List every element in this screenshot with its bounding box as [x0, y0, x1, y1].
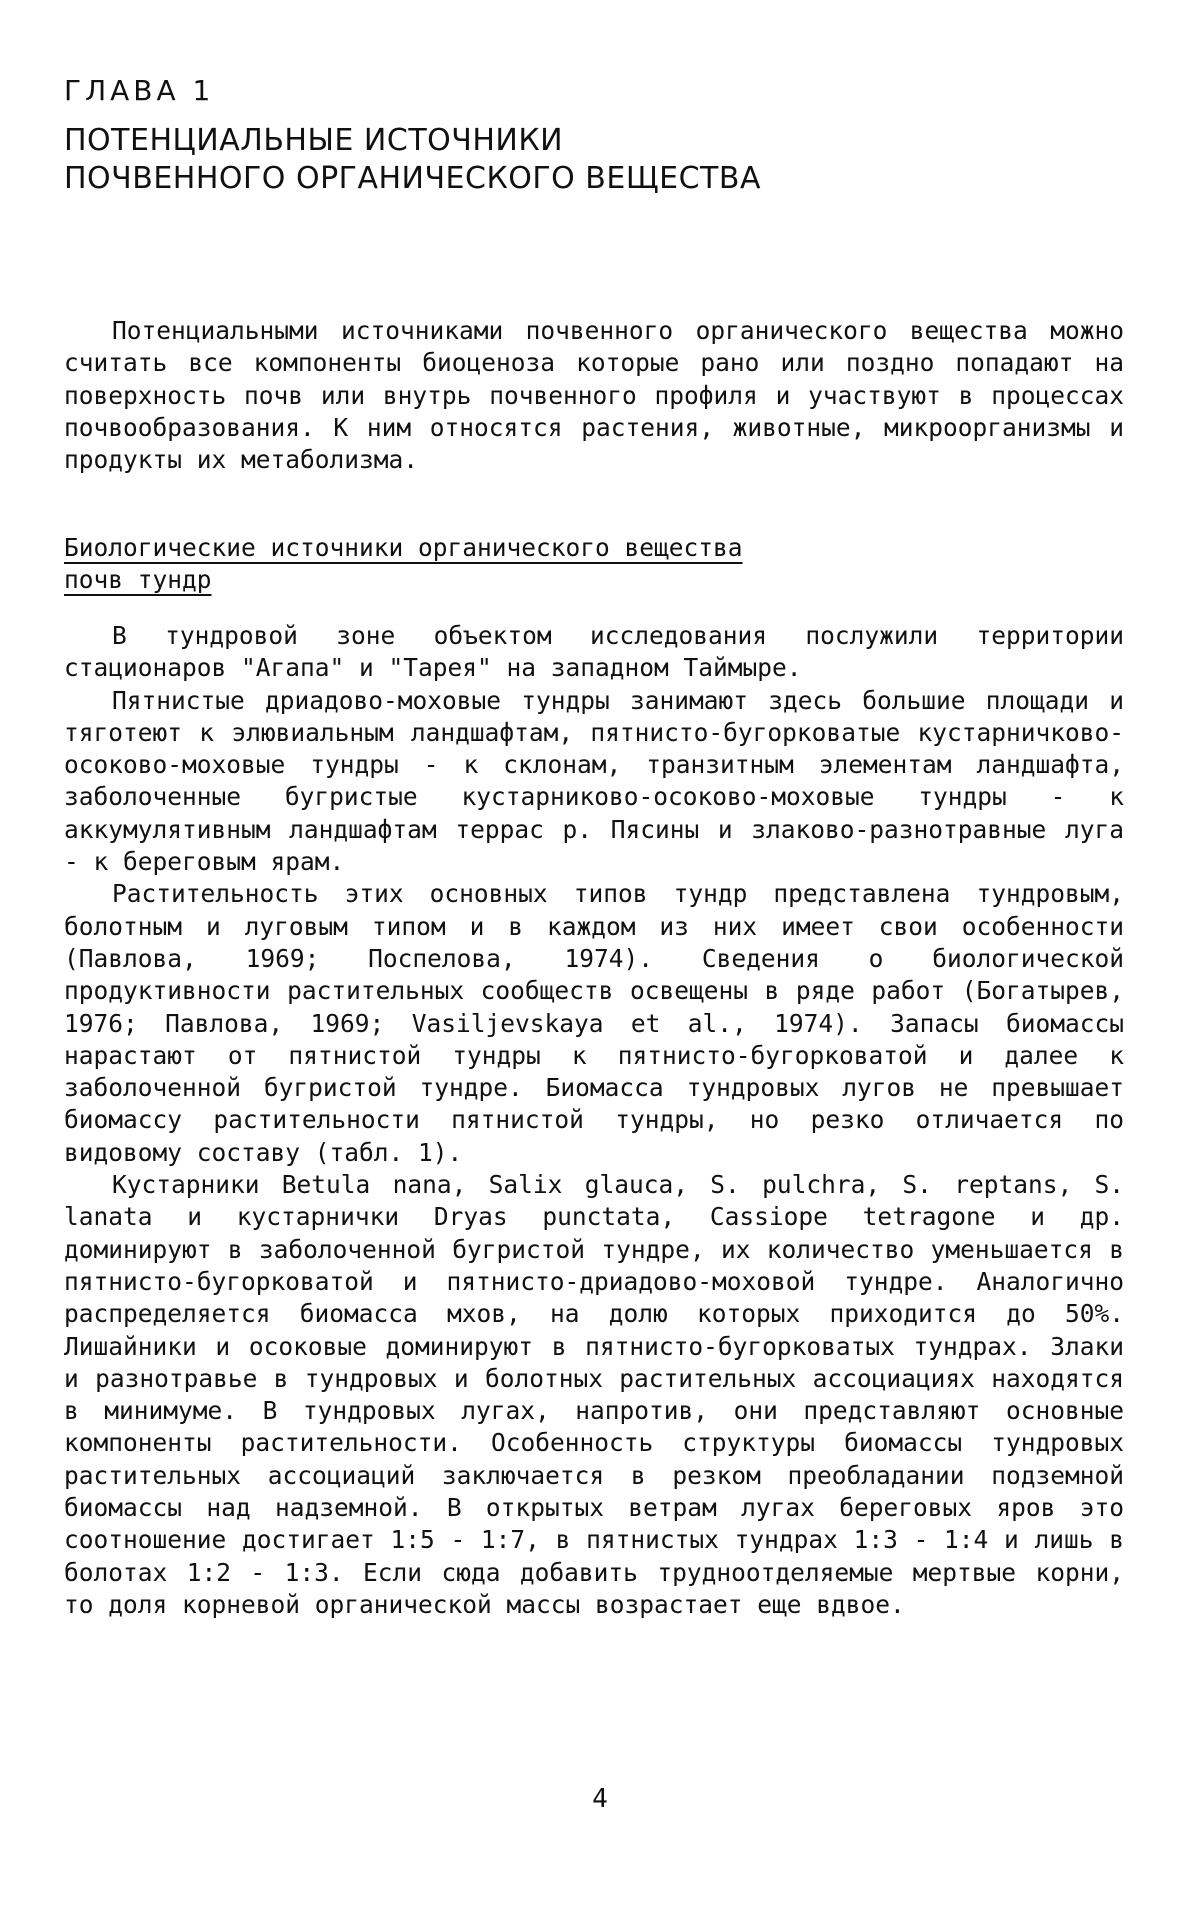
chapter-title-line-1: ПОТЕНЦИАЛЬНЫЕ ИСТОЧНИКИ [64, 123, 564, 158]
chapter-title [64, 122, 761, 198]
section-paragraph-4: Кустарники Betula nana, Salix glauca, S. pulchra, S. reptans, S. lanata и кустарнички Dryas punctata, Cassiope tetragone и др. доминируют в заболоченной бугристой тундре, их количество уменьшается в пятнисто-бугорковатой и пятнисто-дриадово-моховой тундре. Аналогично распределяется биомасса мхов, на долю которых приходится до 50%. Лишайники и осоковые доминируют в пятнисто-бугорковатых тундрах. Злаки и разнотравье в тундровых и болотных растительных ассоциациях находятся в минимуме. В тундровых лугах, напротив, они представляют основные компоненты растительности. Особенность структуры биомассы тундровых растительных ассоциаций заключается в резком преобладании подземной биомассы над надземной. В открытых ветрам лугах береговых яров это соотношение достигает 1:5 - 1:7, в пятнистых тундрах 1:3 - 1:4 и лишь в болотах 1:2 - 1:3. Если сюда добавить трудноотделяемые мертвые корни, то доля корневой органической массы возрастает еще вдвое. [64, 1170, 1124, 1619]
section-heading-line-1: Биологические источники органического вещества [64, 533, 743, 562]
section-body [64, 620, 1124, 1621]
section-heading [64, 532, 743, 596]
page-number: 4 [592, 1784, 608, 1814]
section-paragraph-1: В тундровой зоне объектом исследования послужили территории стационаров "Агапа" и "Тарея" на западном Таймыре. [64, 621, 1124, 683]
chapter-title-line-2: ПОЧВЕННОГО ОРГАНИЧЕСКОГО ВЕЩЕСТВА [64, 161, 761, 196]
intro-block [64, 315, 1124, 476]
chapter-label: ГЛАВА 1 [64, 74, 215, 107]
section-paragraph-2: Пятнистые дриадово-моховые тундры занимают здесь большие площади и тяготеют к элювиальным ландшафтам, пятнисто-бугорковатые кустарничково-осоково-моховые тундры - к склонам, транзитным элементам ландшафта, заболоченные бугристые кустарниково-осоково-моховые тундры - к аккумулятивным ландшафтам террас р. Пясины и злаково-разнотравные луга - к береговым ярам. [64, 685, 1124, 877]
intro-paragraph: Потенциальными источниками почвенного органического вещества можно считать все компоненты биоценоза которые рано или поздно попадают на поверхность почв или внутрь почвенного профиля и участвуют в процессах почвообразования. К ним относятся растения, животные, микроорганизмы и продукты их метаболизма. [64, 316, 1124, 475]
section-heading-line-2: почв тундр [64, 565, 212, 594]
section-paragraph-3: Растительность этих основных типов тундр представлена тундровым, болотным и луговым типом и в каждом из них имеет свои особенности (Павлова, 1969; Поспелова, 1974). Сведения о биологической продуктивности растительных сообществ освещены в ряде работ (Богатырев, 1976; Павлова, 1969; Vasiljevskaya et al., 1974). Запасы биомассы нарастают от пятнистой тундры к пятнисто-бугорковатой и далее к заболоченной бугристой тундре. Биомасса тундровых лугов не превышает биомассу растительности пятнистой тундры, но резко отличается по видовому составу (табл. 1). [64, 879, 1124, 1167]
